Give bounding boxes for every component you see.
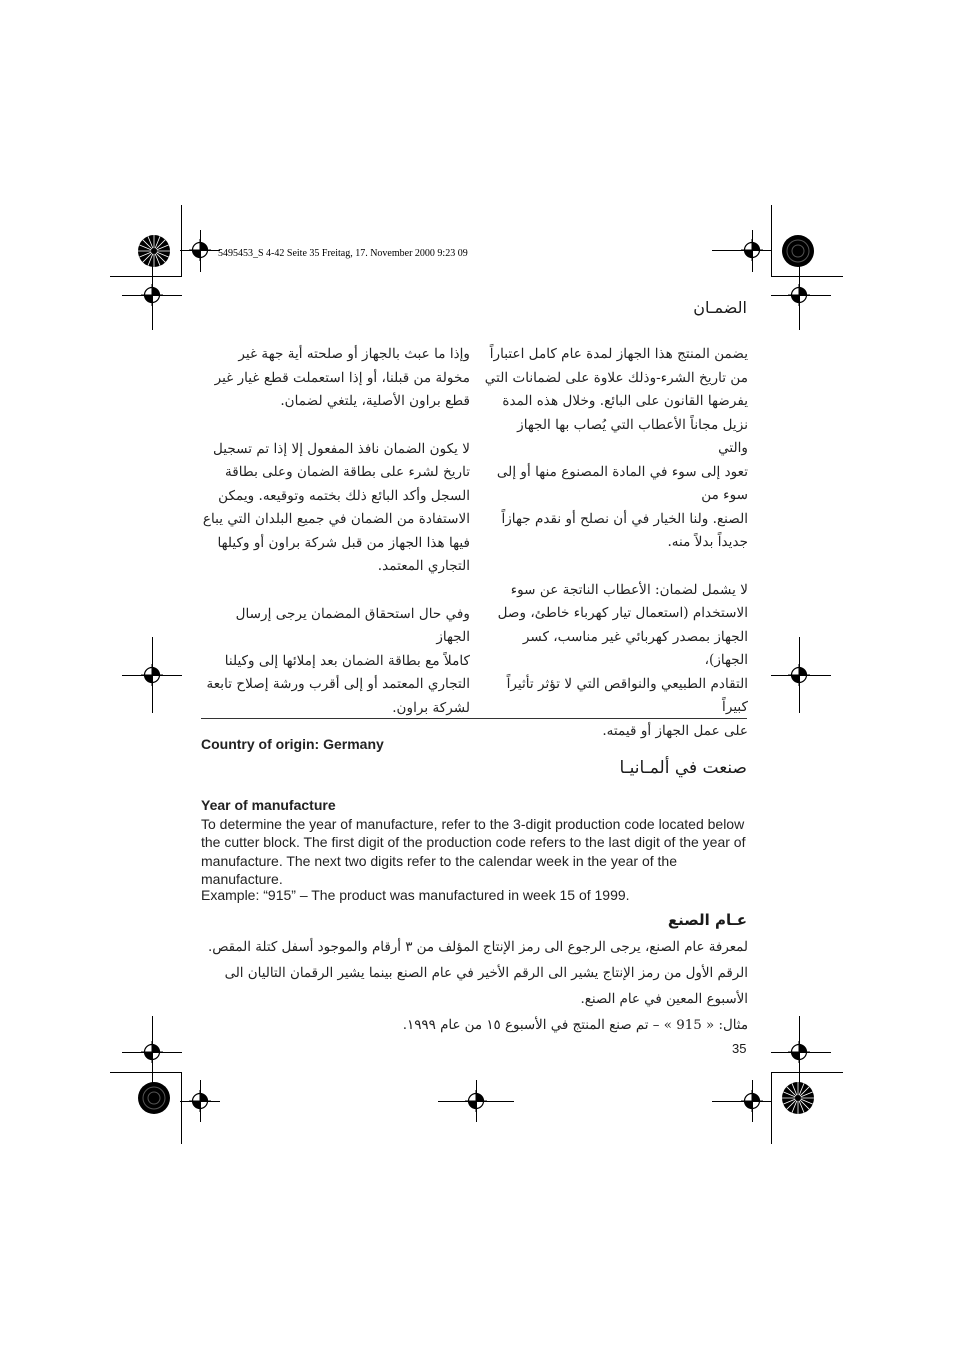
year-of-manufacture-heading: Year of manufacture	[201, 797, 336, 813]
print-slug: 5495453_S 4-42 Seite 35 Freitag, 17. November 2000 9:23 09	[218, 248, 468, 259]
year-of-manufacture-text-ar	[200, 935, 748, 1039]
year-of-manufacture-example: Example: “915” – The product was manufactured in week 15 of 1999.	[201, 887, 630, 903]
registration-mark-icon	[141, 284, 163, 306]
crop-mark	[771, 276, 843, 277]
sunburst-mark-icon	[137, 1081, 171, 1115]
crop-mark	[110, 276, 182, 277]
year-of-manufacture-text: To determine the year of manufacture, refer to the 3-digit production code located below the cutter block. The first digit of the production code refers to the last digit of the year of manufacture. The next two digits refer to the calendar week in the year of the manufacture.	[201, 816, 746, 887]
warranty-paragraph: يضمن المنتج هذا الجهاز لمدة عام كامل اعتباراً من تاريخ الشرء-وذلك علاوة على لضمانات التي يفرضها القانون على البائع. وخلال هذه المدة نزيل مجاناً الأعطاب التي يُصاب بها الجهاز والتي تعود إلى سوء في المادة المصنوع منها أو إلى سوء من الصنع. ولنا الخيار في أن نصلح أو نقدم جهازاً جديداً بدلاً منه.	[484, 346, 748, 550]
warranty-paragraph: لا يكون الضمان نافذ المفعول إلا إذا تم تسجيل تاريخ لشرء على بطاقة الضمان وعلى بطاقة السجل وأكد البائع ذلك بختمه وتوقيعه. ويمكن الاستفادة من الضمان في جميع البلدان التي يباع فيها هذا الجهاز من قبل شركة براون أو وكيلها التجاري المعتمد.	[202, 440, 470, 574]
crop-mark	[771, 205, 772, 277]
crop-mark	[771, 1072, 772, 1144]
crop-mark	[771, 1072, 843, 1073]
registration-mark-icon	[141, 664, 163, 686]
origin-heading-en: Country of origin: Germany	[201, 736, 384, 752]
registration-mark-icon	[189, 1090, 211, 1112]
registration-mark-icon	[465, 1090, 487, 1112]
registration-mark-icon	[741, 239, 763, 261]
registration-mark-icon	[788, 284, 810, 306]
page-title: الضمـان	[693, 298, 747, 317]
crop-mark	[181, 1072, 182, 1144]
page-number: 35	[732, 1041, 747, 1056]
warranty-paragraph: لا يشمل لضمان: الأعطاب الناتجة عن سوء الاستخدام (استعمال تيار كهرباء خاطئ، وصل الجهاز بمصدر كهربائي غير مناسب، كسر الجهاز)، التقادم الطبيعي والنواقص التي لا تؤثر تأثيراً كبيراً على عمل الجهاز أو قيمته.	[497, 581, 748, 739]
sunburst-mark-icon	[137, 234, 171, 268]
warranty-paragraph: وفي حال استحقاق المضمان يرجى إرسال الجهاز كاملاً مع بطاقة الضمان بعد إملائها إلى وكيلنا التجاري المعتمد أو إلى أقرب ورشة إصلاح تابعة لشركة براون.	[206, 605, 470, 716]
registration-mark-icon	[741, 1090, 763, 1112]
registration-mark-icon	[788, 1041, 810, 1063]
section-divider	[201, 718, 747, 719]
warranty-column-left	[200, 343, 470, 720]
crop-mark	[181, 205, 182, 277]
crop-mark	[110, 1072, 182, 1073]
origin-heading-ar: صنعت في ألمـانيـا	[619, 758, 747, 778]
registration-mark-icon	[141, 1041, 163, 1063]
warranty-paragraph: وإذا ما عبث بالجهاز أو صلحته أية جهة غير مخولة من قبلنا، أو إذا استعملت قطع غيار غير قطع براون الأصلية، يلتغي لضمان.	[214, 346, 470, 409]
year-of-manufacture-example-ar: مثال: « 915 » – تم صنع المنتج في الأسبوع ١٥ من عام ١٩٩٩.	[402, 1018, 748, 1033]
year-of-manufacture-heading-ar: عـام الصنع	[667, 911, 747, 929]
registration-mark-icon	[189, 239, 211, 261]
year-of-manufacture-paragraph-ar: لمعرفة عام الصنع، يرجى الرجوع الى رمز الإنتاج المؤلف من ٣ أرقام والموجود أسفل كتلة المقص. الرقم الأول من رمز الإنتاج يشير الى الرقم الأخير في عام الصنع بينما يشير الرقمان التاليان الى الأسبوع المعين في عام الصنع.	[208, 940, 748, 1007]
sunburst-mark-icon	[781, 234, 815, 268]
sunburst-mark-icon	[781, 1081, 815, 1115]
warranty-column-right	[484, 343, 748, 743]
registration-mark-icon	[788, 664, 810, 686]
